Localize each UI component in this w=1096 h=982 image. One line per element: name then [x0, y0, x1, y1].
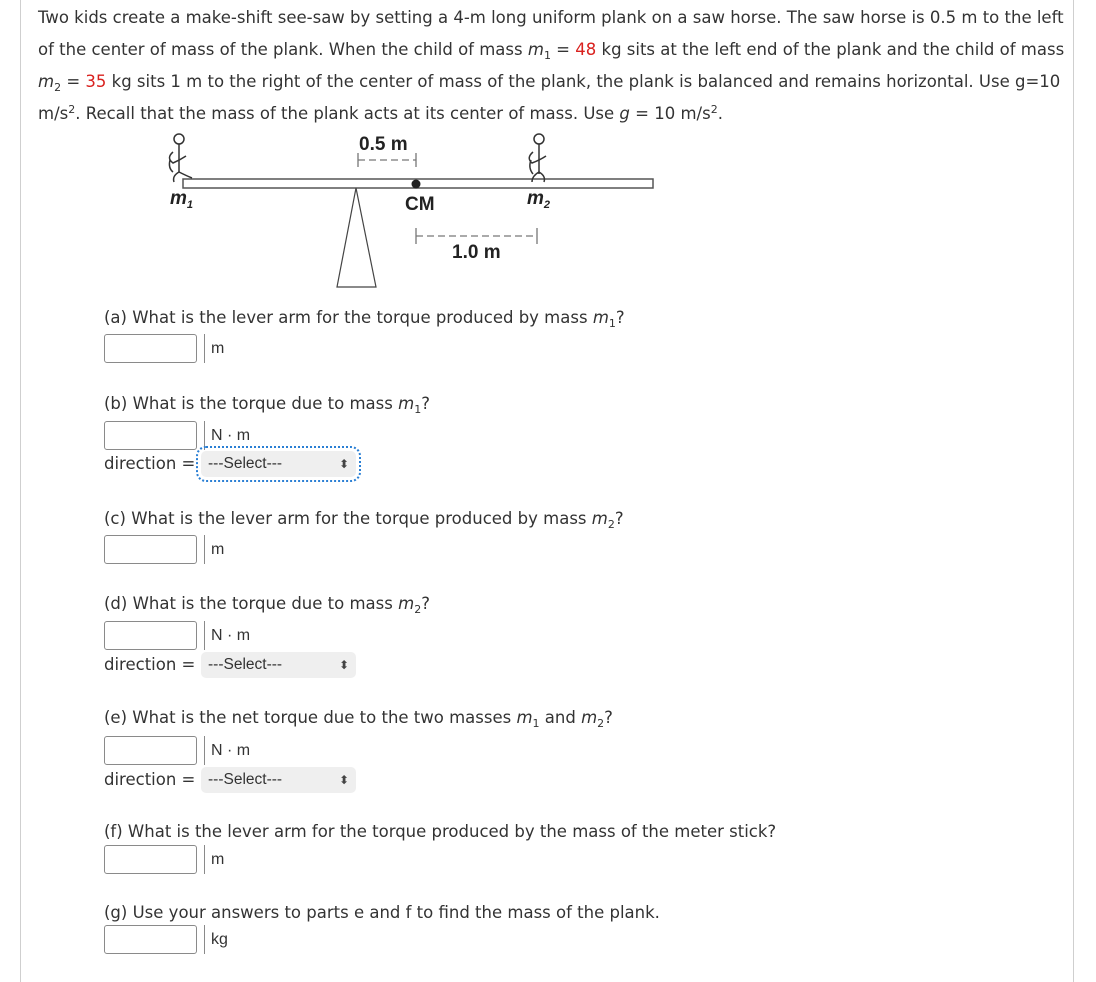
- saw-horse: [337, 188, 376, 287]
- answer-f-unit: m: [204, 845, 224, 874]
- select-chevron-icon: ⬍: [338, 773, 349, 787]
- question-a: (a) What is the lever arm for the torque produced by mass $m_1$?: [104, 308, 625, 330]
- question-f: (f) What is the lever arm for the torque produced by the mass of the meter stick?: [104, 822, 777, 841]
- direction-e-label: direction =: [104, 770, 196, 789]
- label-half-meter: 0.5 m: [359, 134, 408, 155]
- child-m2-figure: [529, 134, 546, 182]
- answer-d-input[interactable]: [104, 621, 197, 650]
- direction-d-label: direction =: [104, 655, 196, 674]
- answer-c-input[interactable]: [104, 535, 197, 564]
- question-b: (b) What is the torque due to mass $m_1$?: [104, 394, 430, 416]
- answer-g-unit: kg: [204, 925, 228, 954]
- direction-e-select[interactable]: ---Select--- ⬍: [201, 767, 356, 793]
- answer-d-unit: N · m: [204, 621, 250, 650]
- problem-statement: Two kids create a make-shift see-saw by setting a 4-m long uniform plank on a saw horse. The saw horse is 0.5 m to the left of the center of mass of the plank. When the child of mass $m_1 = 48$ kg sits at the left end of the plank and the child of mass $m_2 = 35$ kg sits 1 m to the right of the center of mass of the plank, the plank is balanced and remains horizontal. Use g=10 $m/s^2$. Recall that the mass of the plank acts at its center of mass. Use g = 10 $m/s^2$.: [38, 8, 1065, 123]
- answer-e-input[interactable]: [104, 736, 197, 765]
- label-one-meter: 1.0 m: [452, 242, 501, 263]
- answer-g-input[interactable]: [104, 925, 197, 954]
- answer-e-unit: N · m: [204, 736, 250, 765]
- question-e: (e) What is the net torque due to the two masses $m_1$ and $m_2$?: [104, 708, 613, 730]
- question-c: (c) What is the lever arm for the torque produced by mass $m_2$?: [104, 509, 624, 531]
- m2-value: 35: [85, 72, 107, 91]
- answer-c-unit: m: [204, 535, 224, 564]
- label-m1: $m_1$: [170, 188, 194, 211]
- direction-b-select[interactable]: ---Select--- ⬍: [201, 451, 356, 477]
- label-cm: CM: [405, 194, 435, 215]
- seesaw-drawing: [140, 130, 680, 305]
- m1-value: 48: [575, 40, 597, 59]
- select-chevron-icon: ⬍: [338, 457, 349, 471]
- question-g: (g) Use your answers to parts e and f to find the mass of the plank.: [104, 903, 660, 922]
- seesaw-diagram: [140, 130, 680, 305]
- child-m1-figure: [169, 134, 192, 182]
- question-d: (d) What is the torque due to mass $m_2$?: [104, 594, 430, 616]
- answer-a-input[interactable]: [104, 334, 197, 363]
- answer-a-unit: m: [204, 334, 224, 363]
- direction-b-label: direction =: [104, 454, 196, 473]
- answer-f-input[interactable]: [104, 845, 197, 874]
- answer-b-input[interactable]: [104, 421, 197, 450]
- label-m2: $m_2$: [527, 188, 551, 211]
- answer-b-unit: N · m: [204, 421, 250, 450]
- cm-dot: [412, 180, 421, 189]
- direction-d-select[interactable]: ---Select--- ⬍: [201, 652, 356, 678]
- select-chevron-icon: ⬍: [338, 658, 349, 672]
